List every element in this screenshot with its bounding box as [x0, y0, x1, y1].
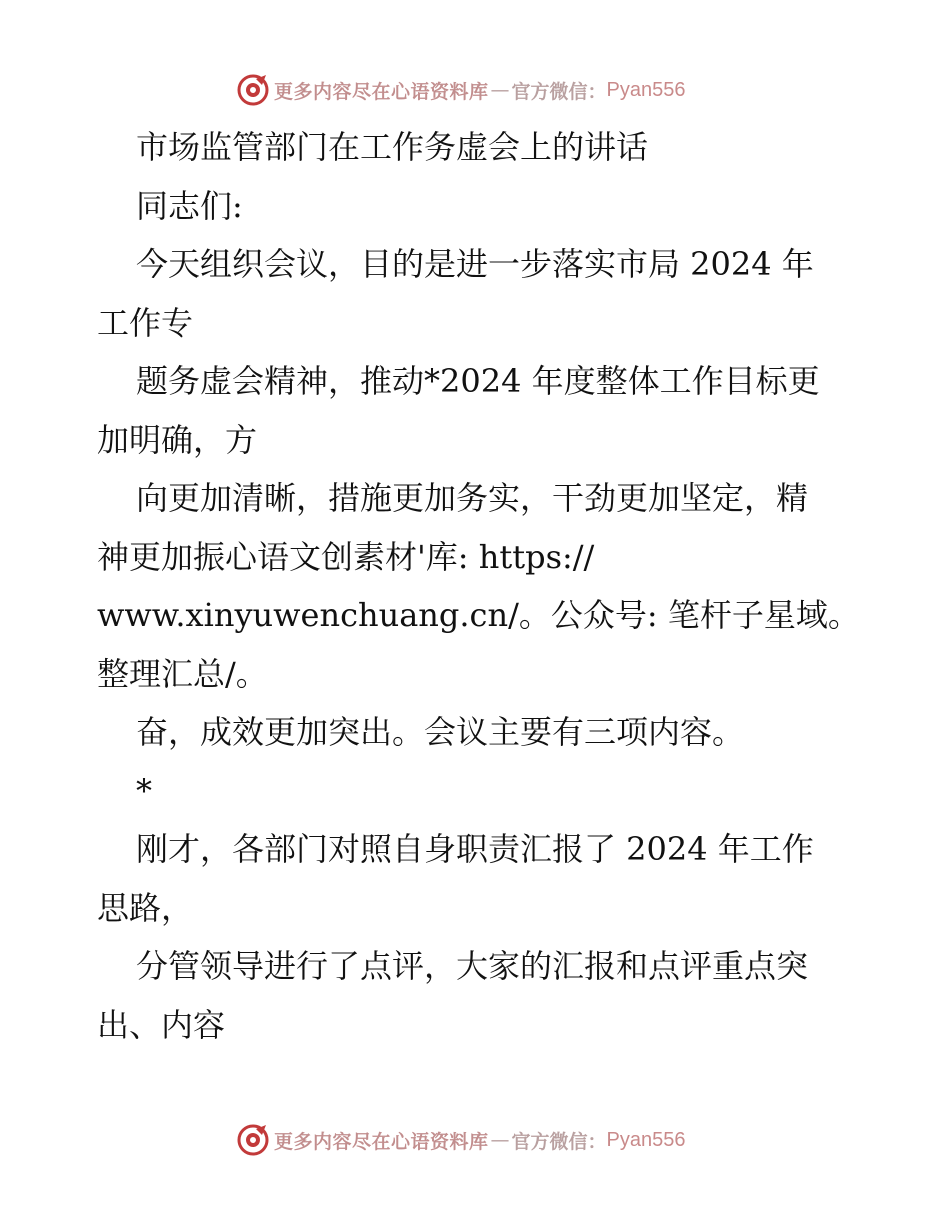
- watermark-text: 更多内容尽在心语资料库: [274, 1130, 489, 1153]
- document-title: 市场监管部门在工作务虚会上的讲话: [136, 128, 649, 166]
- paragraph-line-url: www.xinyuwenchuang.cn/。公众号: 笔杆子星域。: [97, 596, 860, 634]
- paragraph-line: 今天组织会议，目的是进一步落实市局 2024 年: [136, 245, 814, 283]
- paragraph-line: 分管领导进行了点评，大家的汇报和点评重点突: [136, 947, 809, 985]
- salutation: 同志们:: [136, 186, 243, 225]
- paragraph-line: 出、内容: [97, 1005, 226, 1044]
- watermark-banner-bottom: [236, 1122, 716, 1158]
- watermark-banner-top: [236, 72, 716, 108]
- watermark-logo-icon: [236, 73, 270, 107]
- paragraph-line: 向更加清晰，措施更加务实，干劲更加坚定，精: [136, 479, 809, 517]
- paragraph-line-with-link: 神更加振心语文创素材'库: https://: [97, 537, 595, 576]
- watermark-text: 更多内容尽在心语资料库: [274, 80, 489, 103]
- section-marker: *: [136, 771, 152, 810]
- watermark-id: Pyan556: [606, 78, 686, 101]
- watermark-logo-icon: [236, 1123, 270, 1157]
- paragraph-line: 奋，成效更加突出。会议主要有三项内容。: [136, 713, 745, 751]
- paragraph-line: 刚才，各部门对照自身职责汇报了 2024 年工作: [136, 830, 814, 868]
- paragraph-line: 题务虚会精神，推动*2024 年度整体工作目标更: [136, 362, 820, 400]
- watermark-separator: —: [490, 1129, 510, 1151]
- watermark-id: Pyan556: [606, 1128, 686, 1151]
- watermark-separator: —: [490, 79, 510, 101]
- paragraph-line: 工作专: [97, 303, 194, 342]
- watermark-label: 官方微信：: [511, 80, 607, 103]
- paragraph-line: 整理汇总/。: [97, 654, 268, 693]
- document-body: [97, 118, 860, 1054]
- watermark-label: 官方微信：: [511, 1130, 607, 1153]
- paragraph-line: 加明确，方: [97, 420, 258, 459]
- paragraph-line: 思路，: [97, 888, 194, 927]
